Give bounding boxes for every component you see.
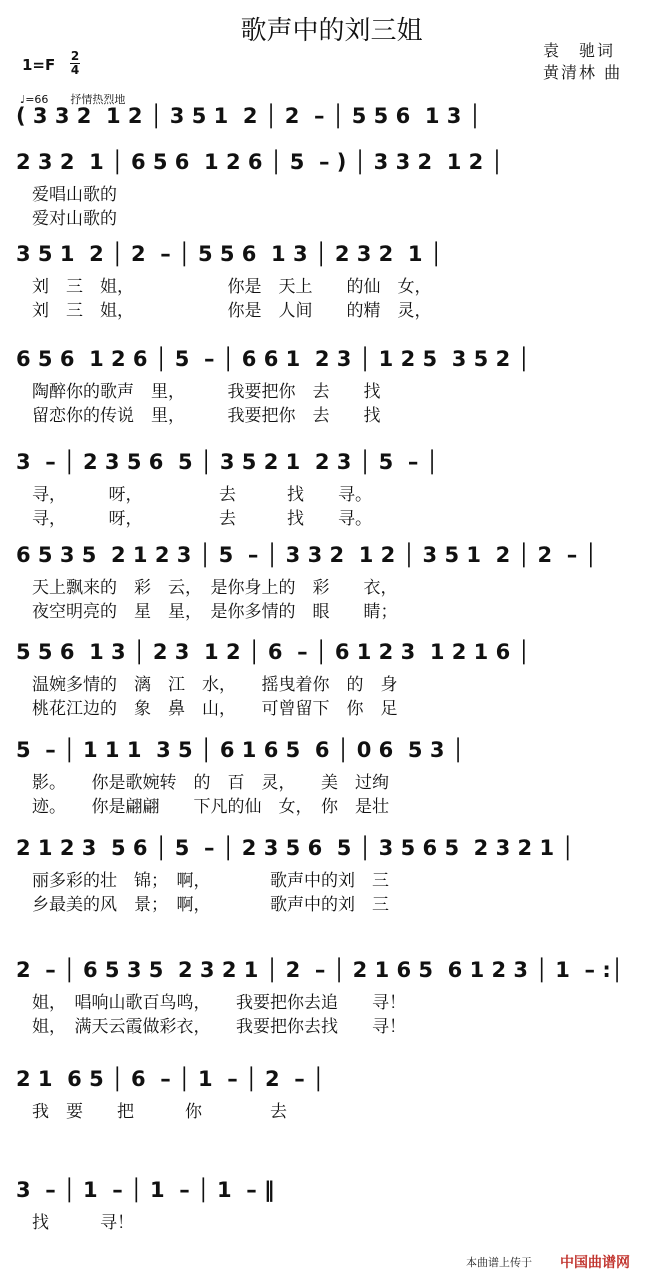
lyrics-verse-1: 温婉多情的 漓 江 水， 摇曳着你 的 身 bbox=[32, 675, 398, 695]
notation-line: 3 5 1 2 │ 2 – │ 5 5 6 1 3 │ 2 3 2 1 │ bbox=[16, 242, 443, 266]
composer-credit: 黄清林 曲 bbox=[543, 63, 623, 82]
lyrics-verse-2: 乡最美的风 景； 啊， 歌声中的刘 三 bbox=[32, 895, 389, 915]
lyrics-verse-1: 陶醉你的歌声 里， 我要把你 去 找 bbox=[32, 382, 381, 402]
notation-line: 2 3 2 1 │ 6 5 6 1 2 6 │ 5 – ) │ 3 3 2 1 2 │ bbox=[16, 150, 504, 174]
notation-line: 6 5 6 1 2 6 │ 5 – │ 6 6 1 2 3 │ 1 2 5 3 5 2 │ bbox=[16, 347, 531, 371]
lyrics-verse-1: 姐， 唱响山歌百鸟鸣， 我要把你去追 寻！ bbox=[32, 993, 406, 1013]
time-signature bbox=[70, 50, 80, 76]
notation-line: 2 1 2 3 5 6 │ 5 – │ 2 3 5 6 5 │ 3 5 6 5 2 3 2 1 │ bbox=[16, 836, 575, 860]
time-signature-bottom: 4 bbox=[70, 63, 80, 77]
lyrics-verse-2: 刘 三 姐， 你是 人间 的精 灵， bbox=[32, 301, 432, 321]
lyricist-credit: 袁 驰词 bbox=[543, 41, 616, 60]
notation-line: 2 – │ 6 5 3 5 2 3 2 1 │ 2 – │ 2 1 6 5 6 1 2 3 │ 1 – :│ bbox=[16, 958, 624, 982]
lyrics-verse-2: 姐， 满天云霞做彩衣， 我要把你去找 寻！ bbox=[32, 1017, 406, 1037]
lyrics-verse-1: 影。 你是歌婉转 的 百 灵， 美 过绚 bbox=[32, 773, 389, 793]
key-signature: 1=F bbox=[22, 56, 56, 74]
page-title: 歌声中的刘三姐 bbox=[240, 16, 423, 46]
lyrics-verse-1: 丽多彩的壮 锦； 啊， 歌声中的刘 三 bbox=[32, 871, 389, 891]
tempo-marking: ♩=66 抒情热烈地 bbox=[20, 93, 126, 106]
lyrics-verse-1: 刘 三 姐， 你是 天上 的仙 女， bbox=[32, 277, 432, 297]
site-logo: 中国曲谱网 bbox=[560, 1255, 630, 1271]
notation-line: ( 3 3 2 1 2 │ 3 5 1 2 │ 2 – │ 5 5 6 1 3 │ bbox=[16, 104, 482, 128]
lyrics-verse-2: 迹。 你是翩翩 下凡的仙 女， 你 是壮 bbox=[32, 797, 389, 817]
lyrics-verse-2: 桃花江边的 象 鼻 山， 可曾留下 你 足 bbox=[32, 699, 398, 719]
lyrics-verse-1: 天上飘来的 彩 云， 是你身上的 彩 衣， bbox=[32, 578, 398, 598]
lyrics-verse-1: 爱唱山歌的 bbox=[32, 185, 117, 205]
lyrics-verse-2: 爱对山歌的 bbox=[32, 209, 117, 229]
lyrics-verse-1: 找 寻！ bbox=[32, 1213, 134, 1233]
notation-line: 3 – │ 2 3 5 6 5 │ 3 5 2 1 2 3 │ 5 – │ bbox=[16, 450, 439, 474]
lyrics-verse-2: 寻， 呀， 去 找 寻。 bbox=[32, 509, 372, 529]
notation-line: 3 – │ 1 – │ 1 – │ 1 – ‖ bbox=[16, 1178, 275, 1202]
lyrics-verse-1: 寻， 呀， 去 找 寻。 bbox=[32, 485, 372, 505]
notation-line: 2 1 6 5 │ 6 – │ 1 – │ 2 – │ bbox=[16, 1067, 325, 1091]
notation-line: 5 5 6 1 3 │ 2 3 1 2 │ 6 – │ 6 1 2 3 1 2 1 6 │ bbox=[16, 640, 531, 664]
notation-line: 6 5 3 5 2 1 2 3 │ 5 – │ 3 3 2 1 2 │ 3 5 1 2 │ 2 – │ bbox=[16, 543, 598, 567]
notation-line: 5 – │ 1 1 1 3 5 │ 6 1 6 5 6 │ 0 6 5 3 │ bbox=[16, 738, 465, 762]
lyrics-verse-2: 留恋你的传说 里， 我要把你 去 找 bbox=[32, 406, 381, 426]
time-signature-top: 2 bbox=[70, 49, 80, 63]
upload-note: 本曲谱上传于 bbox=[466, 1256, 532, 1269]
lyrics-verse-1: 我 要 把 你 去 bbox=[32, 1102, 287, 1122]
lyrics-verse-2: 夜空明亮的 星 星， 是你多情的 眼 睛； bbox=[32, 602, 398, 622]
